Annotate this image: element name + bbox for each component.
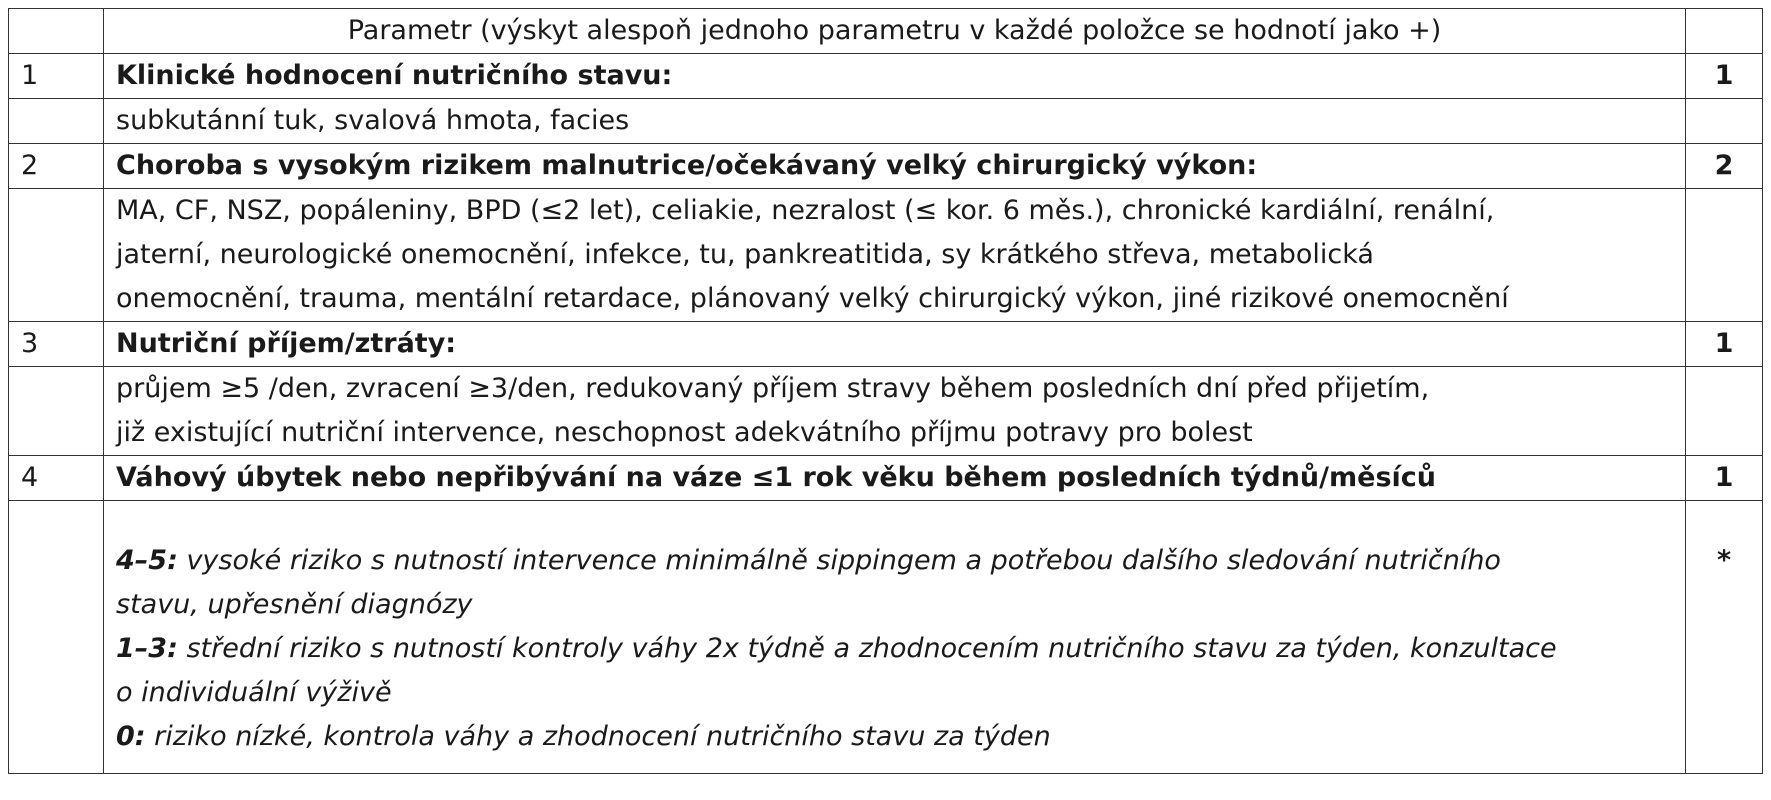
row-title: Klinické hodnocení nutričního stavu: (104, 54, 1686, 99)
legend-level: 1–3: (116, 633, 178, 664)
legend-item-low (116, 715, 1685, 759)
legend-text: střední riziko s nutností kontroly váhy 2x týdně a zhodnocením nutričního stavu za týden, konzultace (177, 633, 1557, 664)
header-empty-cell (9, 9, 104, 54)
legend-text-continued: stavu, upřesnění diagnózy (116, 589, 473, 620)
legend-item-medium (116, 627, 1685, 671)
legend-level: 0: (116, 721, 146, 752)
legend-level: 4–5: (116, 545, 178, 576)
table-row-details (9, 189, 1763, 322)
row-title: Váhový úbytek nebo nepřibývání na váze ≤1 rok věku během posledních týdnů/měsíců (104, 456, 1686, 501)
table-row-details (9, 367, 1763, 456)
row-score: 1 (1686, 54, 1763, 99)
row-number: 1 (9, 54, 104, 99)
table-row (9, 54, 1763, 99)
legend-marker: * (1686, 501, 1763, 774)
row-score: 1 (1686, 322, 1763, 367)
legend-row (9, 501, 1763, 774)
row-score: 2 (1686, 144, 1763, 189)
legend-text: riziko nízké, kontrola váhy a zhodnocení nutričního stavu za týden (145, 721, 1051, 752)
detail-line: průjem ≥5 /den, zvracení ≥3/den, redukovaný příjem stravy během posledních dní před přijetím, (116, 373, 1430, 404)
row-title: Nutriční příjem/ztráty: (104, 322, 1686, 367)
score-legend (104, 501, 1686, 774)
header-score-cell (1686, 9, 1763, 54)
row-number: 2 (9, 144, 104, 189)
row-details (104, 99, 1686, 144)
legend-text-continued: o individuální výživě (116, 677, 392, 708)
detail-line: subkutánní tuk, svalová hmota, facies (116, 105, 630, 136)
table-row-details (9, 99, 1763, 144)
table-row (9, 322, 1763, 367)
legend-text: vysoké riziko s nutností intervence minimálně sippingem a potřebou dalšího sledování nutričního (177, 545, 1501, 576)
nutrition-risk-table (8, 8, 1763, 774)
row-number: 4 (9, 456, 104, 501)
detail-line: již existující nutriční intervence, neschopnost adekvátního příjmu potravy pro bolest (116, 417, 1253, 448)
table-row (9, 456, 1763, 501)
row-title: Choroba s vysokým rizikem malnutrice/očekávaný velký chirurgický výkon: (104, 144, 1686, 189)
detail-line: MA, CF, NSZ, popáleniny, BPD (≤2 let), celiakie, nezralost (≤ kor. 6 měs.), chronické kardiální, renální, (116, 195, 1495, 226)
table-header-row (9, 9, 1763, 54)
table-row (9, 144, 1763, 189)
detail-line: onemocnění, trauma, mentální retardace, plánovaný velký chirurgický výkon, jiné rizikové onemocnění (116, 283, 1509, 314)
row-number: 3 (9, 322, 104, 367)
row-score: 1 (1686, 456, 1763, 501)
legend-item-high (116, 539, 1685, 583)
row-details (104, 189, 1686, 322)
header-parameter-cell: Parametr (výskyt alespoň jednoho parametru v každé položce se hodnotí jako +) (104, 9, 1686, 54)
detail-line: jaterní, neurologické onemocnění, infekce, tu, pankreatitida, sy krátkého střeva, metabolická (116, 239, 1374, 270)
row-details (104, 367, 1686, 456)
